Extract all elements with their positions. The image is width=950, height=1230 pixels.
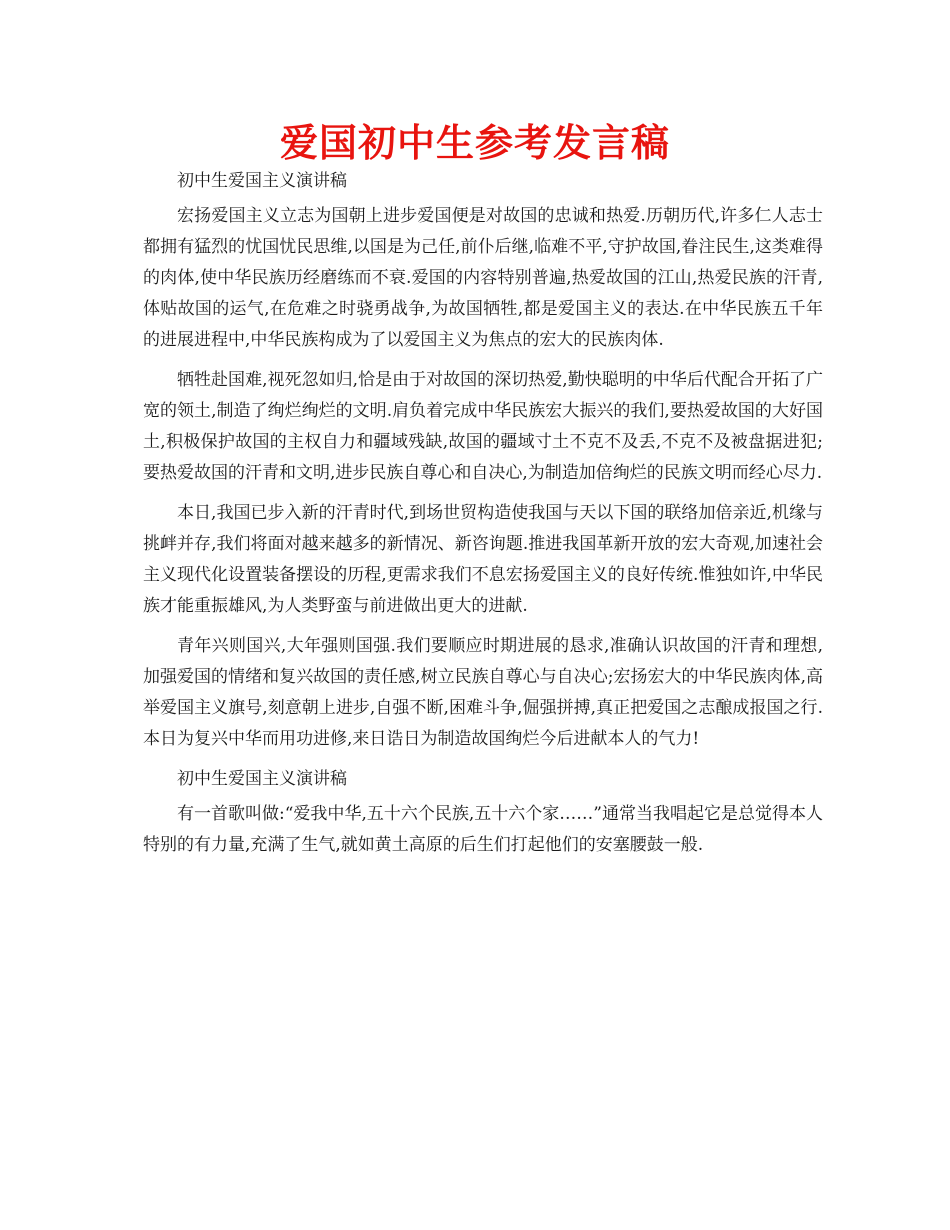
paragraph: 牺牲赴国难,视死忽如归,恰是由于对故国的深切热爱,勤快聪明的中华后代配合开拓了广宽的领土,制造了绚烂绚烂的文明.肩负着完成中华民族宏大振兴的我们,要热爱故国的大好国土,积极保护故国的主权自力和疆域残缺,故国的疆域寸土不克不及丢,不克不及被盘据进犯;要热爱故国的汗青和文明,进步民族自尊心和自决心,为制造加倍绚烂的民族文明而经心尽力. xyxy=(143,370,823,483)
paragraph: 有一首歌叫做:“爱我中华,五十六个民族,五十六个家……”通常当我唱起它是总觉得本人特别的有力量,充满了生气,就如黄土高原的后生们打起他们的安塞腰鼓一般. xyxy=(143,804,823,855)
section-heading: 初中生爱国主义演讲稿 xyxy=(177,769,347,789)
document-title: 爱国初中生参考发言稿 xyxy=(279,121,670,165)
paragraph: 青年兴则国兴,大年强则国强.我们要顺应时期进展的恳求,准确认识故国的汗青和理想,加强爱国的情绪和复兴故国的责任感,树立民族自尊心与自决心;宏扬宏大的中华民族肉体,高举爱国主义旗号,刻意朝上进步,自强不断,困难斗争,倔强拼搏,真正把爱国之志酿成报国之行.本日为复兴中华而用功进修,来日诰日为制造故国绚烂今后进献本人的气力! xyxy=(143,636,823,749)
section-heading: 初中生爱国主义演讲稿 xyxy=(177,171,347,191)
paragraph: 宏扬爱国主义立志为国朝上进步爱国便是对故国的忠诚和热爱.历朝历代,许多仁人志士都拥有猛烈的忧国忧民思维,以国是为己任,前仆后继,临难不平,守护故国,眷注民生,这类难得的肉体,使中华民族历经磨练而不衰.爱国的内容特别普遍,热爱故国的江山,热爱民族的汗青,体贴故国的运气,在危难之时骁勇战争,为故国牺牲,都是爱国主义的表达.在中华民族五千年的进展进程中,中华民族构成为了以爱国主义为焦点的宏大的民族肉体. xyxy=(143,206,823,350)
document-body xyxy=(143,166,823,870)
paragraph: 本日,我国已步入新的汗青时代,到场世贸构造使我国与天以下国的联络加倍亲近,机缘与挑衅并存,我们将面对越来越多的新情况、新咨询题.推进我国革新开放的宏大奇观,加速社会主义现代化设置装备摆设的历程,更需求我们不息宏扬爱国主义的良好传统.惟独如许,中华民族才能重振雄风,为人类野蛮与前进做出更大的进献. xyxy=(143,503,823,616)
